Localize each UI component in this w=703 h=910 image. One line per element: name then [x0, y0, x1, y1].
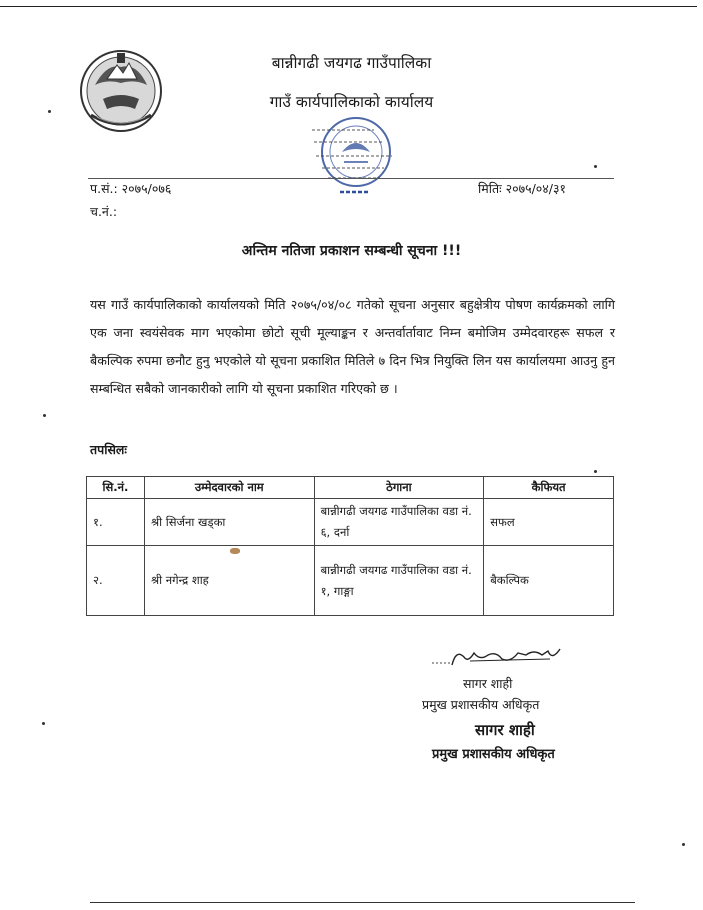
notice-body: यस गाउँ कार्यपालिकाको कार्यालयको मिति २०७५/०४/०८ गतेको सूचना अनुसार बहुक्षेत्रीय पोषण कार्यक्रमको लागि एक जना स्वयंसेवक माग भएकोमा छोटो सूची मूल्याङ्कन र अन्तर्वार्तावाट निम्न बमोजिम उम्मेदवारहरू सफल र बैकल्पिक रुपमा छनौट हुनु भएकोले यो सूचना प्रकाशित मितिले ७ दिन भित्र नियुक्ति लिन यस कार्यालयमा आउनु हुन सम्बन्धित सबैको जानकारीको लागि यो सूचना प्रकाशित गरिएको छ । [90, 297, 615, 396]
column-header-name: उम्मेदवारको नाम [144, 477, 314, 499]
scan-speck [48, 110, 51, 113]
header-divider [88, 178, 614, 179]
signer-title: प्रमुख प्रशासकीय अधिकृत [422, 697, 540, 712]
office-stamp-icon [304, 112, 404, 208]
scan-speck [594, 165, 597, 168]
address-cell: बान्नीगढी जयगढ गाउँपालिका वडा नं. १, गाङ्गा [314, 546, 484, 616]
top-border-line [0, 6, 697, 7]
candidate-name-cell: श्री सिर्जना खड्का [144, 499, 314, 546]
reference-number: प.सं.: २०७५/०७६ [90, 181, 172, 196]
details-label: तपसिलः [90, 442, 127, 457]
table-row [87, 499, 614, 546]
municipality-name: बान्नीगढी जयगढ गाउँपालिका [271, 54, 432, 72]
remarks-cell: सफल [484, 499, 614, 546]
column-header-serial: सि.नं. [87, 477, 145, 499]
address-cell: बान्नीगढी जयगढ गाउँपालिका वडा नं. ६, दर्ना [314, 499, 484, 546]
signature-stamp-title: प्रमुख प्रशासकीय अधिकृत [432, 747, 555, 762]
dispatch-number: च.नं.: [90, 204, 118, 219]
office-name: गाउँ कार्यपालिकाको कार्यालय [269, 93, 434, 111]
scan-speck [594, 470, 597, 473]
paper-stain [230, 548, 240, 554]
column-header-remarks: कैफियत [484, 477, 614, 499]
issue-date: मितिः २०७५/०४/३१ [478, 181, 566, 196]
signer-name: सागर शाही [463, 676, 513, 691]
handwritten-signature-icon [430, 645, 570, 669]
results-table [86, 476, 614, 616]
scan-speck [682, 843, 685, 846]
footer-divider [90, 902, 635, 903]
remarks-cell: बैकल्पिक [484, 546, 614, 616]
column-header-address: ठेगाना [314, 477, 484, 499]
table-row [87, 546, 614, 616]
scan-speck [42, 722, 45, 725]
candidate-name-cell: श्री नगेन्द्र शाह [144, 546, 314, 616]
notice-title: अन्तिम नतिजा प्रकाशन सम्बन्धी सूचना !!! [241, 243, 462, 259]
scan-speck [43, 414, 46, 417]
serial-cell: १. [87, 499, 145, 546]
signature-stamp-name: सागर शाही [475, 721, 535, 739]
serial-cell: २. [87, 546, 145, 616]
table-header-row [87, 477, 614, 499]
